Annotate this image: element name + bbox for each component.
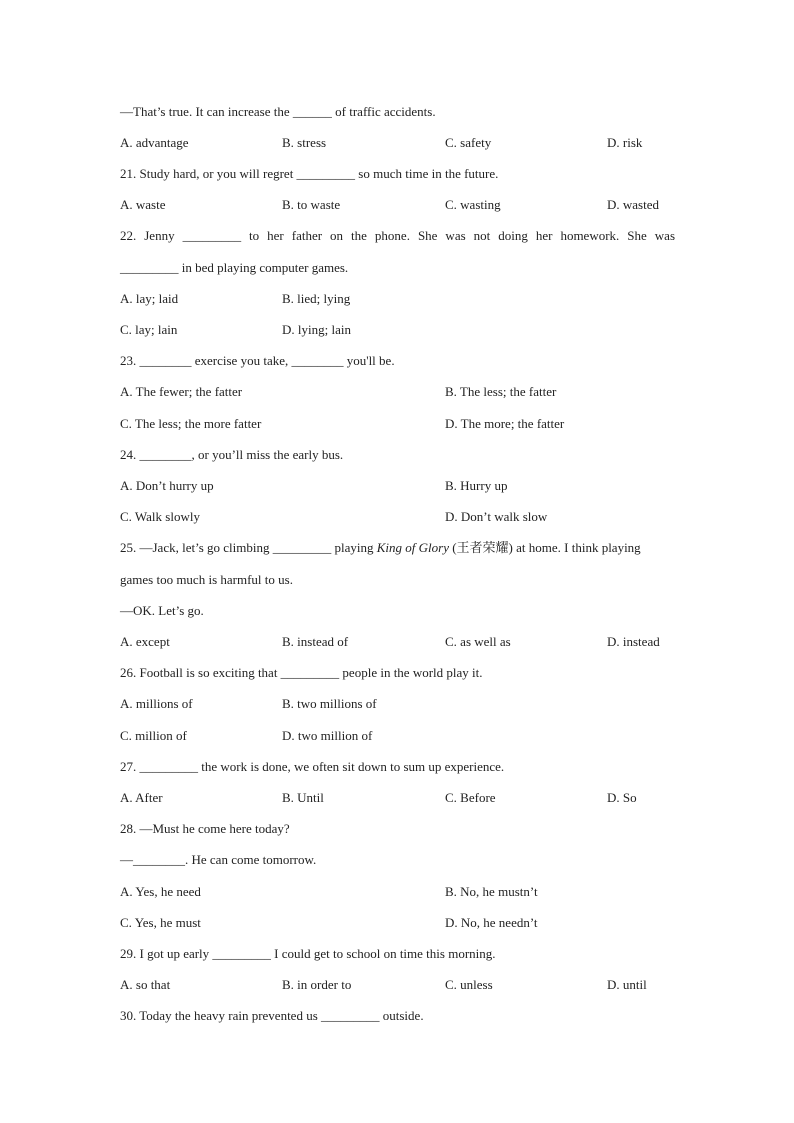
option-a: A. except xyxy=(120,634,170,649)
question-23: 23. ________ exercise you take, ________ you'll be. xyxy=(120,353,395,368)
option-a: A. After xyxy=(120,790,163,805)
option-d: D. wasted xyxy=(607,197,659,212)
options-q28-row1 xyxy=(120,884,680,900)
question-22: 22. Jenny _________ to her father on the phone. She was not doing her homework. She was xyxy=(120,228,675,243)
options-q24-row2 xyxy=(120,509,680,525)
option-b: B. No, he mustn’t xyxy=(445,884,538,899)
option-b: B. in order to xyxy=(282,977,352,992)
option-c: C. lay; lain xyxy=(120,322,178,337)
option-d: D. The more; the fatter xyxy=(445,416,565,431)
option-c: C. The less; the more fatter xyxy=(120,416,262,431)
option-c: C. million of xyxy=(120,728,187,743)
option-a: A. Don’t hurry up xyxy=(120,478,214,493)
option-b: B. The less; the fatter xyxy=(445,384,557,399)
question-27: 27. _________ the work is done, we often sit down to sum up experience. xyxy=(120,759,505,774)
dialogue-line: —That’s true. It can increase the ______ of traffic accidents. xyxy=(120,104,436,119)
options-q26-row2 xyxy=(120,728,680,744)
options-q20 xyxy=(120,135,680,151)
options-q29 xyxy=(120,977,680,993)
question-26: 26. Football is so exciting that _________ people in the world play it. xyxy=(120,665,483,680)
options-q28-row2 xyxy=(120,915,680,931)
option-c: C. wasting xyxy=(445,197,501,212)
question-29: 29. I got up early _________ I could get to school on time this morning. xyxy=(120,946,496,961)
option-a: A. The fewer; the fatter xyxy=(120,384,243,399)
options-q22-row1 xyxy=(120,291,680,307)
option-b: B. stress xyxy=(282,135,327,150)
question-21: 21. Study hard, or you will regret _________ so much time in the future. xyxy=(120,166,499,181)
option-b: B. Until xyxy=(282,790,324,805)
option-c: C. Yes, he must xyxy=(120,915,201,930)
options-q25 xyxy=(120,634,680,650)
option-a: A. millions of xyxy=(120,696,193,711)
question-30: 30. Today the heavy rain prevented us _________ outside. xyxy=(120,1008,424,1023)
question-25-text-end: (王者荣耀) at home. I think playing xyxy=(448,540,641,555)
question-25 xyxy=(120,540,641,556)
option-b: B. instead of xyxy=(282,634,349,649)
option-d: D. lying; lain xyxy=(282,322,351,337)
question-22-continued: _________ in bed playing computer games. xyxy=(120,260,349,275)
option-d: D. No, he needn’t xyxy=(445,915,538,930)
options-q23-row2 xyxy=(120,416,680,432)
options-q23-row1 xyxy=(120,384,680,400)
option-a: A. advantage xyxy=(120,135,189,150)
question-28: 28. —Must he come here today? xyxy=(120,821,290,836)
option-d: D. risk xyxy=(607,135,643,150)
game-title: King of Glory xyxy=(376,540,449,555)
option-d: D. Don’t walk slow xyxy=(445,509,548,524)
options-q24-row1 xyxy=(120,478,680,494)
option-c: C. Before xyxy=(445,790,496,805)
option-c: C. safety xyxy=(445,135,492,150)
question-25-reply: —OK. Let’s go. xyxy=(120,603,204,618)
option-b: B. two millions of xyxy=(282,696,377,711)
option-d: D. instead xyxy=(607,634,660,649)
option-c: C. Walk slowly xyxy=(120,509,200,524)
option-a: A. lay; laid xyxy=(120,291,179,306)
option-a: A. Yes, he need xyxy=(120,884,201,899)
option-c: C. as well as xyxy=(445,634,511,649)
options-q22-row2 xyxy=(120,322,680,338)
option-d: D. until xyxy=(607,977,647,992)
option-b: B. to waste xyxy=(282,197,341,212)
options-q27 xyxy=(120,790,680,806)
option-a: A. waste xyxy=(120,197,166,212)
question-25-text: 25. —Jack, let’s go climbing _________ playing xyxy=(120,540,377,555)
options-q21 xyxy=(120,197,680,213)
option-c: C. unless xyxy=(445,977,493,992)
option-a: A. so that xyxy=(120,977,171,992)
option-d: D. two million of xyxy=(282,728,373,743)
question-24: 24. ________, or you’ll miss the early bus. xyxy=(120,447,344,462)
question-28-reply: —________. He can come tomorrow. xyxy=(120,852,317,867)
option-d: D. So xyxy=(607,790,637,805)
option-b: B. Hurry up xyxy=(445,478,508,493)
options-q26-row1 xyxy=(120,696,680,712)
option-b: B. lied; lying xyxy=(282,291,351,306)
question-25-continued: games too much is harmful to us. xyxy=(120,572,293,587)
